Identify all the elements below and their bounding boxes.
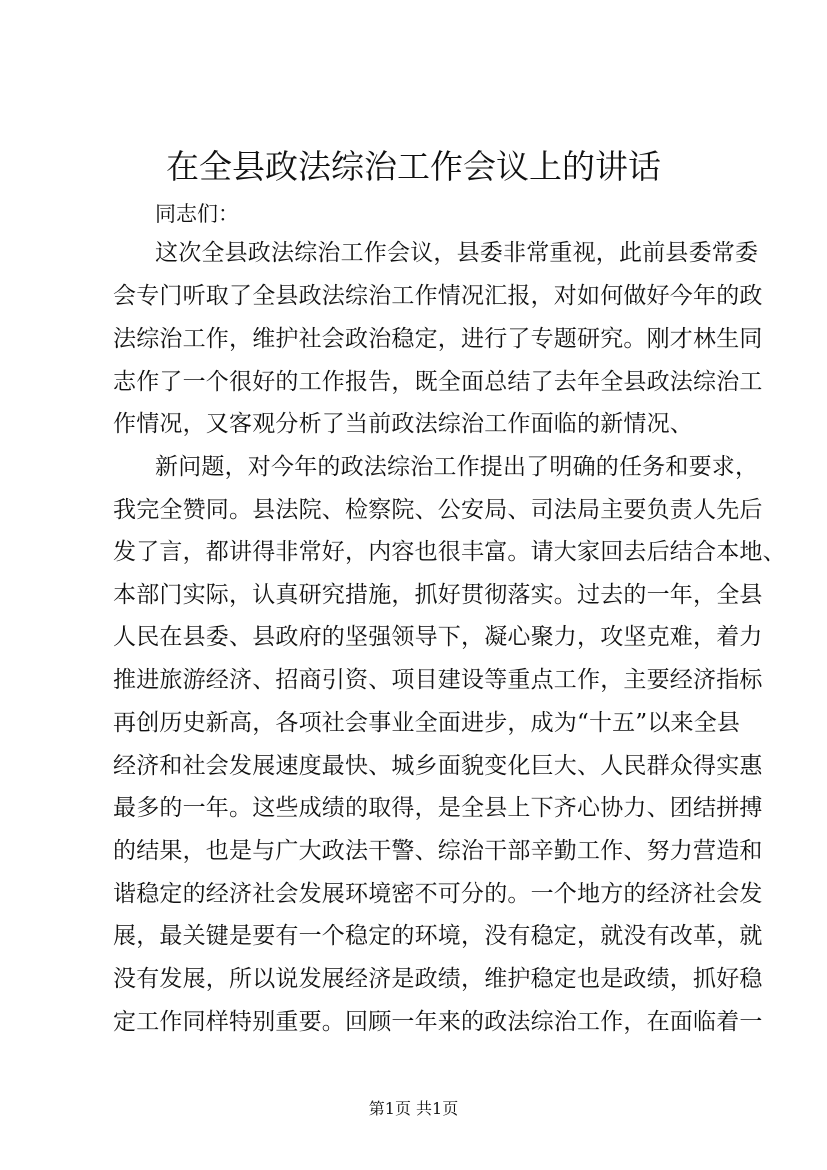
body-line: 法综治工作，维护社会政治稳定，进行了专题研究。刚才林生同: [113, 326, 763, 352]
document-title: 在全县政法综治工作会议上的讲话: [166, 147, 661, 186]
body-line: 展，最关键是要有一个稳定的环境，没有稳定，就没有改革，就: [113, 923, 763, 949]
body-line: 新问题，对今年的政法综治工作提出了明确的任务和要求，: [155, 454, 759, 480]
body-line: 作情况，又客观分析了当前政法综治工作面临的新情况、: [113, 411, 693, 437]
body-line: 最多的一年。这些成绩的取得，是全县上下齐心协力、团结拼搏: [113, 795, 763, 821]
page-number-footer: 第1页 共1页: [368, 1099, 459, 1118]
body-line: 定工作同样特别重要。回顾一年来的政法综治工作，在面临着一: [113, 1009, 763, 1035]
body-line: 经济和社会发展速度最快、城乡面貌变化巨大、人民群众得实惠: [113, 753, 763, 779]
body-line: 会专门听取了全县政法综治工作情况汇报，对如何做好今年的政: [113, 283, 763, 309]
body-line: 志作了一个很好的工作报告，既全面总结了去年全县政法综治工: [113, 369, 763, 395]
body-line: 发了言，都讲得非常好，内容也很丰富。请大家回去后结合本地、: [113, 539, 786, 565]
body-line: 的结果，也是与广大政法干警、综治干部辛勤工作、努力营造和: [113, 838, 763, 864]
body-line: 再创历史新高，各项社会事业全面进步，成为“十五”以来全县: [113, 710, 741, 736]
body-line: 我完全赞同。县法院、检察院、公安局、司法局主要负责人先后: [113, 497, 763, 523]
body-line: 推进旅游经济、招商引资、项目建设等重点工作，主要经济指标: [113, 667, 763, 693]
body-line: 没有发展，所以说发展经济是政绩，维护稳定也是政绩，抓好稳: [113, 966, 763, 992]
body-line: 谐稳定的经济社会发展环境密不可分的。一个地方的经济社会发: [113, 881, 763, 907]
body-line: 人民在县委、县政府的坚强领导下，凝心聚力，攻坚克难，着力: [113, 624, 763, 650]
body-line: 这次全县政法综治工作会议，县委非常重视，此前县委常委: [155, 240, 759, 266]
salutation: 同志们：: [155, 202, 239, 226]
body-line: 本部门实际，认真研究措施，抓好贯彻落实。过去的一年，全县: [113, 582, 763, 608]
